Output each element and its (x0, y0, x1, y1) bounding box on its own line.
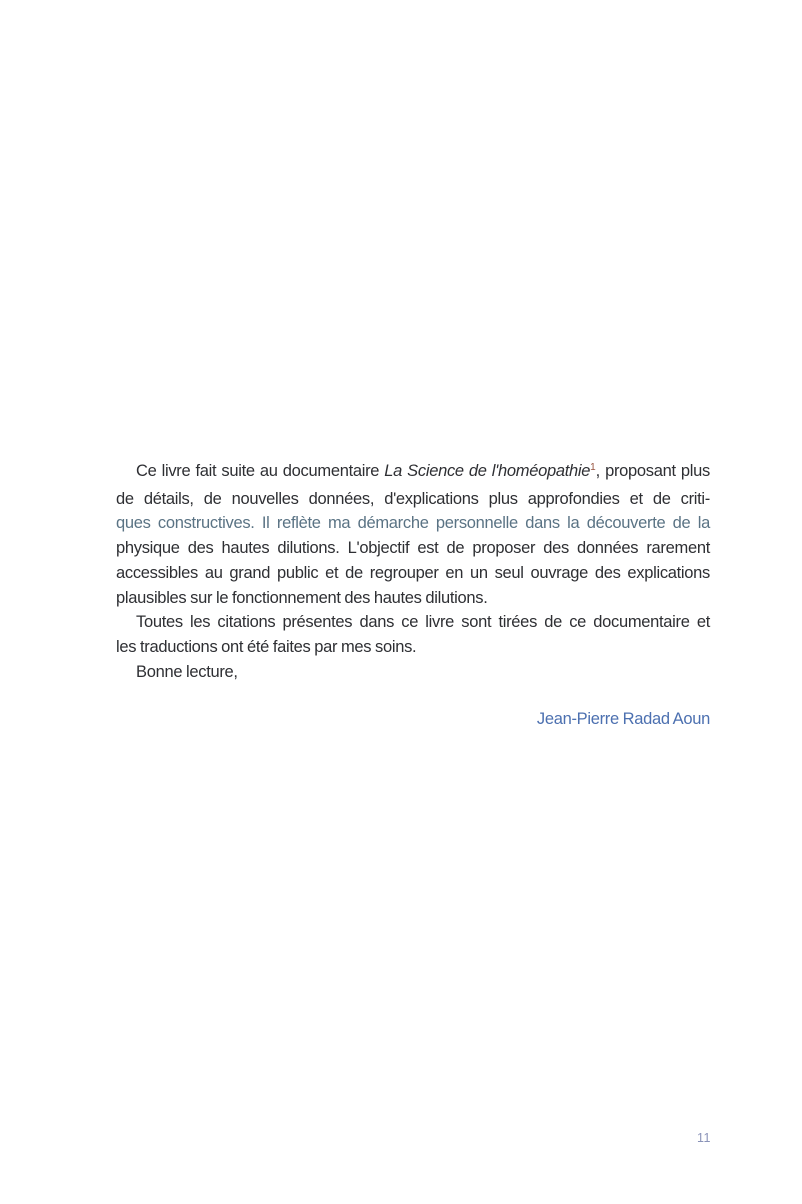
paragraph-1-line-5: accessibles au grand public et de regrouper en un seul ouvrage des explications (116, 563, 710, 582)
footnote-reference-1: 1 (590, 462, 596, 473)
paragraph-1-line-4: physique des hautes dilutions. L'objectif est de proposer des données rarement (116, 539, 710, 558)
paragraph-1-line-1 (116, 459, 710, 487)
paragraph-2-line-2: les traductions ont été faites par mes soins. (116, 637, 417, 656)
line-1-text-pre: Ce livre fait suite au documentaire (136, 462, 385, 480)
paragraph-1-line-3-highlighted: ques constructives. Il reflète ma démarche personnelle dans la découverte de la (116, 514, 710, 533)
paragraph-2-line-1: Toutes les citations présentes dans ce livre sont tirées de ce documentaire et (136, 613, 710, 632)
paragraph-1-line-6: plausibles sur le fonctionnement des hautes dilutions. (116, 588, 488, 607)
paragraph-1-line-2: de détails, de nouvelles données, d'explications plus approfondies et de criti- (116, 489, 710, 508)
author-signature: Jean-Pierre Radad Aoun (536, 710, 710, 729)
documentary-title-italic: La Science de l'homéopathie (384, 462, 591, 480)
line-1-text-post: , proposant plus (595, 462, 710, 480)
text-block (116, 459, 710, 732)
page-number: 11 (697, 1131, 711, 1145)
paragraph-3-closing: Bonne lecture, (136, 662, 238, 681)
